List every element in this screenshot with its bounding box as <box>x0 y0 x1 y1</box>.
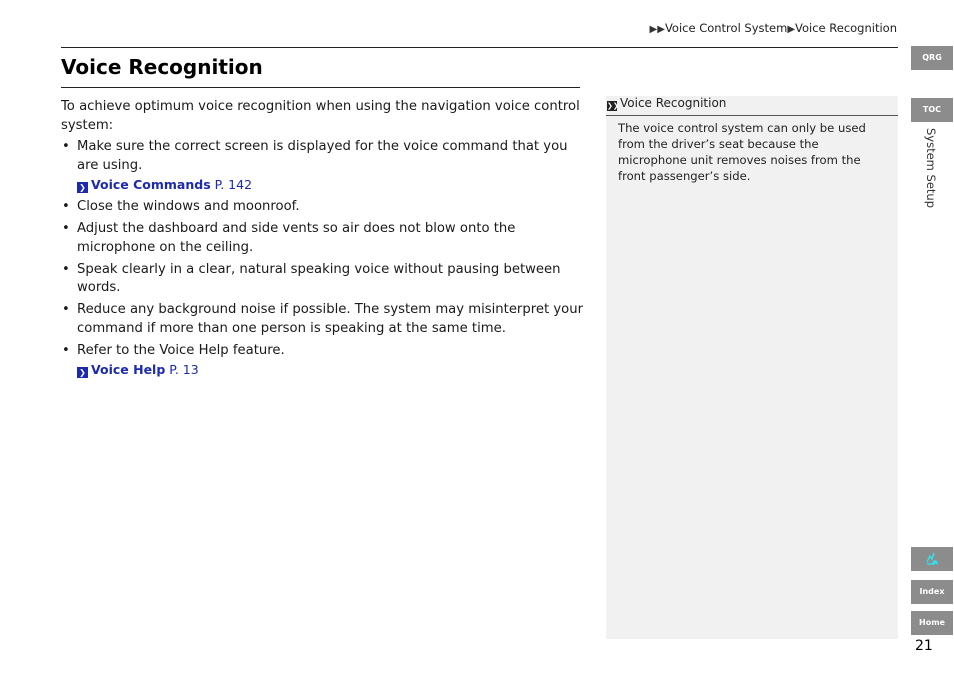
breadcrumb-arrow-icon: ▶▶ <box>649 24 665 35</box>
tips-list <box>61 138 586 380</box>
list-item-text: Refer to the Voice Help feature. <box>77 342 285 358</box>
side-note-heading <box>606 96 898 116</box>
list-item <box>61 198 586 217</box>
breadcrumb-arrow-icon: ▶ <box>787 24 796 35</box>
voice-help-link[interactable] <box>77 361 586 380</box>
index-tab[interactable]: Index <box>911 580 953 604</box>
voice-command-tab[interactable] <box>911 547 953 571</box>
bullet-icon: • <box>62 199 70 214</box>
cross-reference-icon: ❯ <box>77 367 88 378</box>
home-tab[interactable]: Home <box>911 611 953 635</box>
list-item-text: Make sure the correct screen is displayed for the voice command that you are using. <box>77 139 568 173</box>
list-item <box>61 138 586 195</box>
link-page: P. 142 <box>214 177 253 192</box>
link-title: Voice Help <box>91 362 166 377</box>
link-page: P. 13 <box>169 362 199 377</box>
bullet-icon: • <box>62 302 70 317</box>
title-divider <box>61 87 580 88</box>
breadcrumb-parent[interactable]: Voice Control System <box>664 21 788 35</box>
header-divider <box>61 47 898 48</box>
page-number: 21 <box>915 638 933 654</box>
side-note-title: Voice Recognition <box>620 96 727 110</box>
main-content <box>61 98 586 383</box>
toc-tab[interactable]: TOC <box>911 98 953 122</box>
side-note-body: The voice control system can only be used from the driver’s seat because the microphone unit removes noises from the front passenger’s side. <box>618 121 866 183</box>
list-item-text: Adjust the dashboard and side vents so air does not blow onto the microphone on the ceiling. <box>77 221 516 255</box>
list-item-text: Speak clearly in a clear, natural speaking voice without pausing between words. <box>77 261 561 295</box>
cross-reference-icon: ❯ <box>77 182 88 193</box>
breadcrumb-current: Voice Recognition <box>795 21 897 35</box>
bullet-icon: • <box>62 261 70 277</box>
bullet-icon: • <box>62 139 70 154</box>
list-item <box>61 261 586 298</box>
note-reference-icon: ❯❯ <box>607 102 619 110</box>
voice-commands-link[interactable] <box>77 176 586 195</box>
bullet-icon: • <box>62 221 70 236</box>
side-note-panel <box>606 96 898 639</box>
intro-text: To achieve optimum voice recognition when using the navigation voice control system: <box>61 99 580 133</box>
list-item <box>61 301 586 338</box>
bullet-icon: • <box>62 342 70 358</box>
voice-command-icon <box>923 550 941 568</box>
page-title: Voice Recognition <box>61 55 263 79</box>
list-item <box>61 220 586 257</box>
qrg-tab[interactable]: QRG <box>911 46 953 70</box>
list-item-text: Reduce any background noise if possible. The system may misinterpret your command if more than one person is speaking at the same time. <box>77 302 583 336</box>
list-item <box>61 342 586 380</box>
section-label: System Setup <box>924 128 938 209</box>
link-title: Voice Commands <box>91 177 211 192</box>
list-item-text: Close the windows and moonroof. <box>77 199 300 214</box>
breadcrumb <box>650 21 897 35</box>
